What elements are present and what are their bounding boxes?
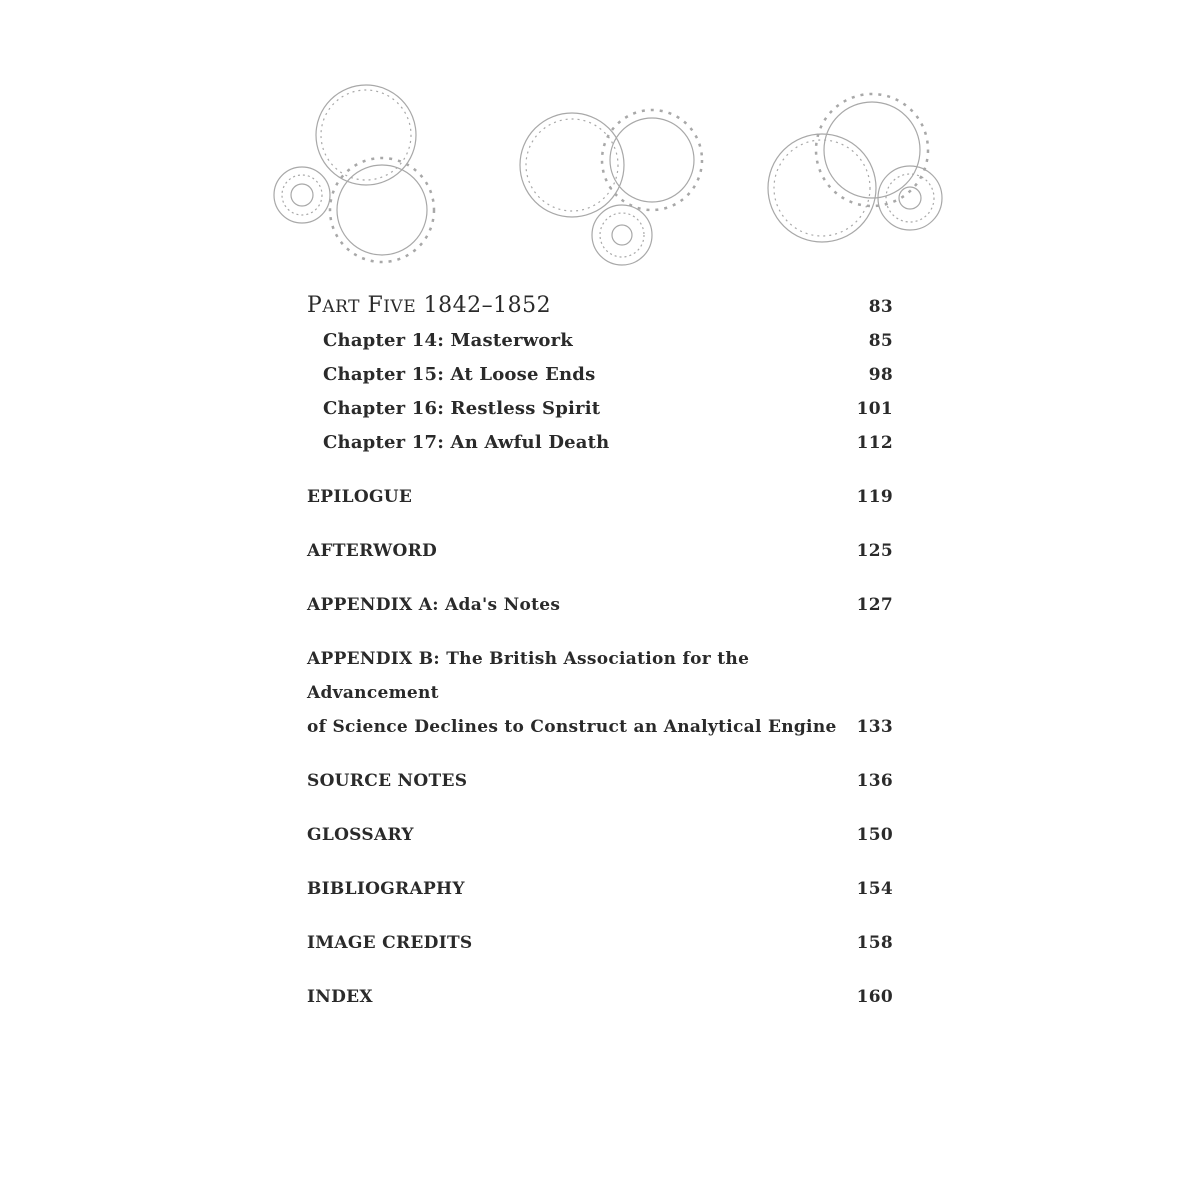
toc-part-label: PART FIVE 1842–1852 (307, 293, 552, 318)
toc-entry-label: APPENDIX A: Ada's Notes (307, 595, 561, 615)
toc-page-number: 158 (856, 933, 893, 953)
toc-page-number: 101 (856, 399, 893, 419)
toc-epilogue[interactable] (307, 480, 893, 514)
gear-illustration (260, 70, 960, 280)
toc-glossary[interactable] (307, 818, 893, 852)
toc-page-number: 112 (856, 433, 893, 453)
toc-page-number: 125 (856, 541, 893, 561)
toc-bibliography[interactable] (307, 872, 893, 906)
toc-chapter-label: Chapter 15: At Loose Ends (323, 364, 596, 385)
toc-page-number: 150 (856, 825, 893, 845)
toc-image-credits[interactable] (307, 926, 893, 960)
toc-entry-label: INDEX (307, 987, 373, 1007)
toc-chapter-14[interactable] (307, 324, 893, 358)
toc-part-five[interactable] (307, 288, 893, 324)
gear-cluster-left-icon (274, 85, 434, 262)
table-of-contents (307, 288, 893, 1014)
toc-entry-label: AFTERWORD (307, 541, 438, 561)
toc-page-number: 160 (856, 987, 893, 1007)
toc-page-number: 85 (868, 331, 893, 351)
toc-source-notes[interactable] (307, 764, 893, 798)
toc-page-number: 136 (856, 771, 893, 791)
toc-entry-label: IMAGE CREDITS (307, 933, 473, 953)
toc-page-number: 98 (868, 365, 893, 385)
toc-chapter-label: Chapter 14: Masterwork (323, 330, 573, 351)
toc-page-number: 133 (856, 717, 893, 737)
toc-entry-label: SOURCE NOTES (307, 771, 468, 791)
toc-appendix-a[interactable] (307, 588, 893, 622)
toc-entry-label-line1: APPENDIX B: The British Association for the Advancement (307, 649, 750, 703)
gear-cluster-right-icon (768, 94, 942, 242)
gear-cluster-middle-icon (520, 110, 702, 265)
toc-entry-label: BIBLIOGRAPHY (307, 879, 465, 899)
toc-appendix-b[interactable] (307, 642, 893, 744)
toc-page-number: 83 (868, 297, 893, 317)
toc-index[interactable] (307, 980, 893, 1014)
toc-chapter-label: Chapter 17: An Awful Death (323, 432, 610, 453)
toc-entry-label: EPILOGUE (307, 487, 413, 507)
toc-entry-label: GLOSSARY (307, 825, 414, 845)
toc-chapter-16[interactable] (307, 392, 893, 426)
toc-chapter-15[interactable] (307, 358, 893, 392)
toc-chapter-label: Chapter 16: Restless Spirit (323, 398, 601, 419)
toc-page-number: 154 (856, 879, 893, 899)
toc-page-number: 127 (856, 595, 893, 615)
toc-page-number: 119 (856, 487, 893, 507)
toc-entry-label-line2: of Science Declines to Construct an Analytical Engine (307, 717, 837, 737)
toc-chapter-17[interactable] (307, 426, 893, 460)
toc-afterword[interactable] (307, 534, 893, 568)
